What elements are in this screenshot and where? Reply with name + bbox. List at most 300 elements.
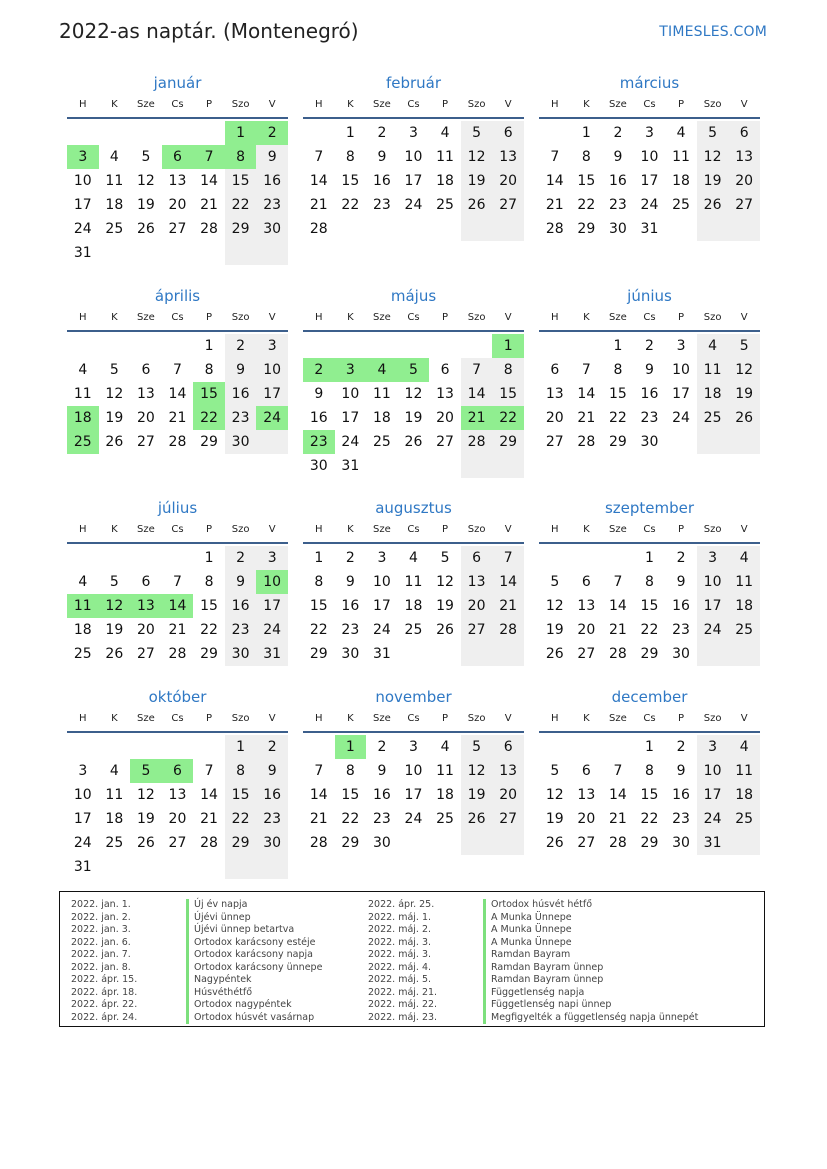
week-row bbox=[539, 358, 760, 382]
legend-holiday-name: Ortodox karácsony estéje bbox=[194, 936, 316, 948]
day-cell: 4 bbox=[366, 358, 398, 382]
day-cell: 22 bbox=[608, 410, 627, 426]
empty-day-cell bbox=[67, 735, 99, 759]
empty-day-cell bbox=[398, 334, 430, 358]
week-row bbox=[539, 217, 760, 241]
day-cell: 18 bbox=[67, 406, 99, 430]
day-cell: 28 bbox=[309, 221, 328, 237]
day-cell: 31 bbox=[256, 642, 288, 666]
day-cell: 1 bbox=[345, 125, 355, 141]
empty-day-cell bbox=[193, 121, 225, 145]
week-row bbox=[539, 783, 760, 807]
day-cell: 18 bbox=[697, 382, 729, 406]
weekday-label: Szo bbox=[703, 713, 722, 724]
legend-date: 2022. jan. 7. bbox=[71, 949, 131, 960]
legend-holiday-name: Ramdan Bayram ünnep bbox=[491, 961, 604, 973]
day-cell: 26 bbox=[545, 646, 564, 662]
legend-holiday-name: Újévi ünnep bbox=[194, 911, 251, 923]
weekday-label: H bbox=[551, 312, 559, 323]
day-cell: 16 bbox=[225, 382, 257, 406]
day-cell: 24 bbox=[697, 807, 729, 831]
weekday-label: Szo bbox=[231, 713, 250, 724]
day-cell: 23 bbox=[672, 811, 690, 827]
month-name: november bbox=[375, 688, 452, 706]
week-row bbox=[67, 121, 288, 145]
week-row bbox=[539, 406, 760, 430]
legend-holiday-name: Megfigyelték a függetlenség napja ünnepét bbox=[491, 1011, 699, 1023]
legend-item bbox=[71, 999, 322, 1012]
day-cell: 28 bbox=[608, 835, 627, 851]
holiday-marker-bar bbox=[483, 987, 486, 1000]
day-cell: 24 bbox=[404, 811, 423, 827]
week-row bbox=[303, 546, 524, 570]
day-cell: 17 bbox=[372, 598, 391, 614]
empty-day-cell bbox=[602, 546, 634, 570]
day-cell: 16 bbox=[256, 169, 288, 193]
day-cell: 19 bbox=[461, 783, 493, 807]
day-cell: 25 bbox=[436, 197, 454, 213]
day-cell: 9 bbox=[225, 570, 257, 594]
legend-item bbox=[71, 962, 322, 975]
legend-date: 2022. jan. 3. bbox=[71, 924, 131, 935]
month-name: június bbox=[627, 287, 672, 305]
day-cell: 10 bbox=[404, 763, 423, 779]
empty-day-cell bbox=[130, 121, 162, 145]
holiday-marker-bar bbox=[483, 1012, 486, 1025]
holiday-marker-bar bbox=[186, 937, 189, 950]
empty-day-cell bbox=[366, 454, 398, 478]
empty-day-cell bbox=[665, 217, 697, 241]
week-row bbox=[303, 121, 524, 145]
legend-item bbox=[368, 974, 698, 987]
day-cell: 15 bbox=[577, 173, 596, 189]
day-cell: 1 bbox=[613, 338, 623, 354]
weekday-header bbox=[67, 306, 288, 332]
weekday-label: V bbox=[504, 99, 512, 110]
day-cell: 16 bbox=[672, 787, 690, 803]
legend-holiday-name: Függetlenség napja bbox=[491, 986, 585, 998]
day-cell: 10 bbox=[404, 149, 423, 165]
weekday-label: Szo bbox=[467, 524, 486, 535]
holiday-marker-bar bbox=[186, 999, 189, 1012]
day-cell: 28 bbox=[608, 646, 627, 662]
weekday-label: Cs bbox=[643, 524, 656, 535]
legend-date: 2022. jan. 8. bbox=[71, 961, 131, 973]
legend-item bbox=[368, 987, 698, 1000]
weekday-label: V bbox=[504, 524, 512, 535]
day-cell: 18 bbox=[728, 594, 760, 618]
weekday-label: Cs bbox=[171, 99, 184, 110]
month-name: április bbox=[154, 287, 201, 305]
holiday-marker-bar bbox=[186, 899, 189, 912]
month-block bbox=[303, 498, 524, 666]
legend-holiday-name: Ramdan Bayram ünnep bbox=[491, 974, 604, 985]
weekday-label: K bbox=[111, 99, 118, 110]
day-cell: 2 bbox=[613, 125, 623, 141]
weekday-label: Sze bbox=[609, 524, 627, 535]
day-cell: 21 bbox=[309, 197, 328, 213]
day-cell: 8 bbox=[204, 362, 214, 378]
day-cell: 20 bbox=[577, 622, 596, 638]
empty-day-cell bbox=[398, 642, 430, 666]
day-cell: 22 bbox=[225, 193, 257, 217]
day-cell: 4 bbox=[728, 546, 760, 570]
day-cell: 21 bbox=[492, 594, 524, 618]
weekday-label: H bbox=[551, 524, 559, 535]
day-cell: 12 bbox=[545, 787, 564, 803]
empty-day-cell bbox=[99, 334, 131, 358]
day-cell: 1 bbox=[204, 550, 214, 566]
day-cell: 11 bbox=[67, 594, 99, 618]
weekday-label: Sze bbox=[609, 713, 627, 724]
day-cell: 17 bbox=[256, 594, 288, 618]
day-cell: 1 bbox=[645, 739, 654, 755]
day-cell: 17 bbox=[341, 410, 360, 426]
day-cell: 12 bbox=[136, 173, 155, 189]
day-cell: 24 bbox=[404, 197, 423, 213]
legend-column-right bbox=[368, 899, 698, 1024]
empty-day-cell bbox=[461, 454, 493, 478]
weekday-header bbox=[67, 707, 288, 733]
day-cell: 26 bbox=[436, 622, 454, 638]
day-cell: 5 bbox=[728, 334, 760, 358]
day-cell: 2 bbox=[225, 334, 257, 358]
legend-date: 2022. ápr. 18. bbox=[71, 986, 138, 998]
day-cell: 2 bbox=[377, 739, 387, 755]
weekday-label: Sze bbox=[373, 99, 391, 110]
week-row bbox=[303, 618, 524, 642]
day-cell: 22 bbox=[193, 406, 225, 430]
weekday-label: P bbox=[206, 312, 213, 323]
weekday-label: H bbox=[315, 99, 323, 110]
day-cell: 6 bbox=[492, 121, 524, 145]
day-cell: 20 bbox=[545, 410, 564, 426]
legend-item bbox=[368, 962, 698, 975]
day-cell: 25 bbox=[105, 221, 124, 237]
day-cell: 19 bbox=[436, 598, 454, 614]
day-cell: 15 bbox=[309, 598, 328, 614]
empty-day-cell bbox=[697, 430, 729, 454]
month-block bbox=[67, 687, 288, 879]
weekday-label: K bbox=[111, 524, 118, 535]
legend-date: 2022. máj. 3. bbox=[368, 949, 432, 960]
day-cell: 11 bbox=[436, 763, 454, 779]
day-cell: 25 bbox=[672, 197, 690, 213]
holiday-marker-bar bbox=[483, 999, 486, 1012]
day-cell: 3 bbox=[256, 334, 288, 358]
day-cell: 16 bbox=[341, 598, 360, 614]
weekday-label: H bbox=[551, 713, 559, 724]
week-row bbox=[67, 406, 288, 430]
day-cell: 8 bbox=[613, 362, 623, 378]
day-cell: 20 bbox=[461, 594, 493, 618]
week-row bbox=[67, 735, 288, 759]
weekday-header bbox=[303, 306, 524, 332]
day-cell: 10 bbox=[256, 570, 288, 594]
day-cell: 4 bbox=[676, 125, 686, 141]
day-cell: 30 bbox=[341, 646, 360, 662]
day-cell: 27 bbox=[545, 434, 564, 450]
week-row bbox=[303, 217, 524, 241]
day-cell: 30 bbox=[372, 835, 391, 851]
empty-day-cell bbox=[130, 241, 162, 265]
day-cell: 30 bbox=[672, 646, 690, 662]
day-cell: 10 bbox=[341, 386, 360, 402]
day-cell: 24 bbox=[73, 221, 92, 237]
weekday-label: Cs bbox=[171, 524, 184, 535]
day-cell: 15 bbox=[341, 173, 360, 189]
day-cell: 5 bbox=[141, 149, 151, 165]
day-cell: 18 bbox=[372, 410, 391, 426]
empty-day-cell bbox=[571, 735, 603, 759]
day-cell: 24 bbox=[256, 406, 288, 430]
legend-column-left bbox=[71, 899, 322, 1024]
empty-day-cell bbox=[366, 334, 398, 358]
day-cell: 23 bbox=[341, 622, 360, 638]
day-cell: 20 bbox=[136, 410, 155, 426]
day-cell: 9 bbox=[676, 574, 686, 590]
holiday-marker-bar bbox=[186, 974, 189, 987]
day-cell: 3 bbox=[676, 338, 686, 354]
day-cell: 18 bbox=[73, 622, 92, 638]
legend-holiday-name: Új év napja bbox=[194, 899, 248, 910]
day-cell: 19 bbox=[404, 410, 423, 426]
day-cell: 4 bbox=[440, 739, 450, 755]
empty-day-cell bbox=[162, 855, 194, 879]
day-cell: 12 bbox=[461, 145, 493, 169]
legend-item bbox=[368, 999, 698, 1012]
day-cell: 17 bbox=[697, 594, 729, 618]
page-title: 2022-as naptár. (Montenegró) bbox=[59, 19, 359, 43]
week-row bbox=[67, 831, 288, 855]
weekday-label: V bbox=[268, 99, 276, 110]
day-cell: 13 bbox=[136, 386, 155, 402]
day-cell: 6 bbox=[162, 145, 194, 169]
empty-day-cell bbox=[602, 735, 634, 759]
empty-day-cell bbox=[162, 546, 194, 570]
empty-day-cell bbox=[193, 241, 225, 265]
empty-day-cell bbox=[99, 121, 131, 145]
legend-holiday-name: Ortodox húsvét hétfő bbox=[491, 899, 593, 910]
day-cell: 14 bbox=[200, 173, 218, 189]
day-cell: 11 bbox=[105, 173, 124, 189]
weekday-label: K bbox=[111, 312, 118, 323]
legend-date: 2022. jan. 6. bbox=[71, 936, 131, 948]
day-cell: 19 bbox=[461, 169, 493, 193]
legend-holiday-name: Húsvéthétfő bbox=[194, 986, 253, 998]
day-cell: 5 bbox=[461, 735, 493, 759]
legend-date: 2022. jan. 1. bbox=[71, 899, 131, 910]
month-name: augusztus bbox=[375, 499, 452, 517]
month-block bbox=[303, 73, 524, 241]
day-cell: 4 bbox=[728, 735, 760, 759]
legend-holiday-name: Függetlenség napi ünnep bbox=[491, 999, 612, 1010]
day-cell: 17 bbox=[640, 173, 659, 189]
legend-date: 2022. máj. 1. bbox=[368, 911, 432, 923]
legend-item bbox=[368, 924, 698, 937]
empty-day-cell bbox=[193, 735, 225, 759]
day-cell: 8 bbox=[581, 149, 591, 165]
weekday-label: Szo bbox=[231, 99, 250, 110]
day-cell: 9 bbox=[613, 149, 623, 165]
day-cell: 18 bbox=[404, 598, 423, 614]
empty-day-cell bbox=[162, 121, 194, 145]
legend-item bbox=[71, 937, 322, 950]
empty-day-cell bbox=[67, 121, 99, 145]
week-row bbox=[539, 546, 760, 570]
day-cell: 1 bbox=[314, 550, 324, 566]
day-cell: 6 bbox=[461, 546, 493, 570]
day-cell: 22 bbox=[341, 197, 360, 213]
day-cell: 12 bbox=[728, 358, 760, 382]
day-cell: 6 bbox=[581, 763, 591, 779]
week-row bbox=[539, 618, 760, 642]
day-cell: 25 bbox=[372, 434, 391, 450]
day-cell: 8 bbox=[645, 574, 654, 590]
day-cell: 11 bbox=[372, 386, 391, 402]
legend-item bbox=[368, 937, 698, 950]
site-link[interactable]: TIMESLES.COM bbox=[659, 24, 767, 40]
day-cell: 28 bbox=[461, 430, 493, 454]
day-cell: 8 bbox=[645, 763, 654, 779]
day-cell: 7 bbox=[581, 362, 591, 378]
month-name: december bbox=[611, 688, 688, 706]
day-cell: 13 bbox=[728, 145, 760, 169]
day-cell: 22 bbox=[225, 807, 257, 831]
legend-item bbox=[368, 899, 698, 912]
day-cell: 11 bbox=[404, 574, 423, 590]
legend-date: 2022. ápr. 25. bbox=[368, 899, 435, 910]
day-cell: 8 bbox=[225, 145, 257, 169]
day-cell: 25 bbox=[73, 646, 92, 662]
weekday-label: V bbox=[740, 524, 748, 535]
day-cell: 29 bbox=[200, 434, 218, 450]
day-cell: 6 bbox=[550, 362, 560, 378]
weekday-label: P bbox=[678, 99, 685, 110]
week-row bbox=[539, 169, 760, 193]
day-cell: 15 bbox=[640, 598, 659, 614]
day-cell: 24 bbox=[640, 197, 659, 213]
weekday-header bbox=[303, 707, 524, 733]
day-cell: 21 bbox=[200, 197, 218, 213]
day-cell: 2 bbox=[676, 739, 686, 755]
holiday-marker-bar bbox=[483, 924, 486, 937]
day-cell: 19 bbox=[728, 382, 760, 406]
day-cell: 9 bbox=[377, 149, 387, 165]
holiday-marker-bar bbox=[186, 962, 189, 975]
day-cell: 2 bbox=[377, 125, 387, 141]
empty-day-cell bbox=[130, 735, 162, 759]
week-row bbox=[67, 570, 288, 594]
day-cell: 24 bbox=[372, 622, 391, 638]
weekday-label: V bbox=[504, 713, 512, 724]
day-cell: 14 bbox=[577, 386, 596, 402]
day-cell: 19 bbox=[136, 197, 155, 213]
day-cell: 22 bbox=[640, 811, 659, 827]
day-cell: 9 bbox=[314, 386, 324, 402]
day-cell: 13 bbox=[577, 598, 596, 614]
empty-day-cell bbox=[728, 217, 760, 241]
empty-day-cell bbox=[728, 642, 760, 666]
day-cell: 15 bbox=[225, 169, 257, 193]
day-cell: 7 bbox=[613, 763, 623, 779]
day-cell: 1 bbox=[645, 550, 654, 566]
day-cell: 1 bbox=[335, 735, 367, 759]
weekday-label: Cs bbox=[643, 99, 656, 110]
day-cell: 26 bbox=[461, 193, 493, 217]
day-cell: 11 bbox=[105, 787, 124, 803]
empty-day-cell bbox=[162, 735, 194, 759]
day-cell: 1 bbox=[225, 735, 257, 759]
weekday-label: H bbox=[79, 99, 87, 110]
day-cell: 21 bbox=[608, 811, 627, 827]
day-cell: 18 bbox=[105, 811, 124, 827]
week-row bbox=[303, 570, 524, 594]
day-cell: 4 bbox=[78, 574, 88, 590]
legend-item bbox=[71, 912, 322, 925]
weekday-label: Cs bbox=[171, 713, 184, 724]
day-cell: 19 bbox=[697, 169, 729, 193]
empty-day-cell bbox=[728, 831, 760, 855]
day-cell: 26 bbox=[105, 646, 124, 662]
month-block bbox=[539, 73, 760, 241]
day-cell: 23 bbox=[372, 811, 391, 827]
empty-day-cell bbox=[162, 334, 194, 358]
legend-holiday-name: A Munka Ünnepe bbox=[491, 924, 572, 935]
day-cell: 18 bbox=[105, 197, 124, 213]
empty-day-cell bbox=[571, 334, 603, 358]
week-row bbox=[539, 831, 760, 855]
empty-day-cell bbox=[571, 546, 603, 570]
day-cell: 3 bbox=[697, 546, 729, 570]
week-row bbox=[67, 594, 288, 618]
week-row bbox=[539, 430, 760, 454]
week-row bbox=[67, 358, 288, 382]
day-cell: 23 bbox=[672, 622, 690, 638]
empty-day-cell bbox=[461, 217, 493, 241]
week-row bbox=[303, 169, 524, 193]
week-row bbox=[67, 807, 288, 831]
weekday-label: K bbox=[583, 99, 590, 110]
day-cell: 18 bbox=[672, 173, 690, 189]
holiday-marker-bar bbox=[483, 937, 486, 950]
weekday-label: Cs bbox=[171, 312, 184, 323]
day-cell: 30 bbox=[225, 430, 257, 454]
day-cell: 3 bbox=[67, 145, 99, 169]
weekday-label: Sze bbox=[373, 713, 391, 724]
legend-date: 2022. máj. 3. bbox=[368, 936, 432, 948]
empty-day-cell bbox=[429, 831, 461, 855]
day-cell: 31 bbox=[341, 458, 360, 474]
week-row bbox=[303, 807, 524, 831]
day-cell: 23 bbox=[225, 618, 257, 642]
day-cell: 19 bbox=[136, 811, 155, 827]
day-cell: 19 bbox=[105, 622, 124, 638]
day-cell: 7 bbox=[314, 149, 324, 165]
month-block bbox=[303, 286, 524, 478]
day-cell: 4 bbox=[440, 125, 450, 141]
empty-day-cell bbox=[539, 735, 571, 759]
day-cell: 27 bbox=[492, 807, 524, 831]
day-cell: 17 bbox=[256, 382, 288, 406]
day-cell: 4 bbox=[697, 334, 729, 358]
day-cell: 15 bbox=[492, 382, 524, 406]
legend-holiday-name: A Munka Ünnepe bbox=[491, 911, 572, 923]
weekday-header bbox=[67, 518, 288, 544]
week-row bbox=[67, 783, 288, 807]
holiday-marker-bar bbox=[483, 912, 486, 925]
empty-day-cell bbox=[225, 855, 257, 879]
